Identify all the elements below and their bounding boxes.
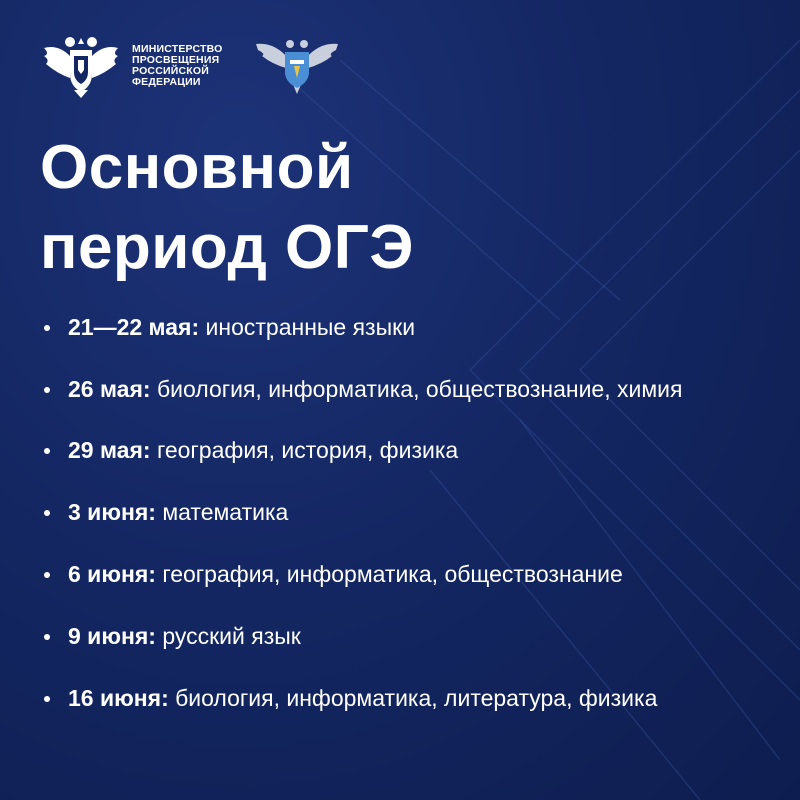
exam-subjects: русский язык xyxy=(162,623,301,649)
exam-date: 6 июня: xyxy=(68,561,156,587)
list-item xyxy=(40,497,780,527)
exam-date: 26 мая: xyxy=(68,376,151,402)
list-item xyxy=(40,435,780,465)
header xyxy=(40,34,340,98)
exam-subjects: математика xyxy=(162,499,289,525)
ministry-line-3: РОССИЙСКОЙ xyxy=(132,65,209,77)
ministry-line-4: ФЕДЕРАЦИИ xyxy=(132,76,201,88)
exam-date: 29 мая: xyxy=(68,437,151,463)
list-item xyxy=(40,374,780,404)
exam-subjects: биология, информатика, обществознание, химия xyxy=(156,376,683,402)
exam-date: 16 июня: xyxy=(68,685,169,711)
agency-logo-icon xyxy=(254,34,340,98)
ministry-line-1: МИНИСТЕРСТВО xyxy=(132,43,223,55)
bullet-icon xyxy=(44,510,50,516)
bullet-icon xyxy=(44,325,50,331)
page-title xyxy=(40,128,414,288)
exam-subjects: география, история, физика xyxy=(156,437,459,463)
bullet-icon xyxy=(44,387,50,393)
bullet-icon xyxy=(44,572,50,578)
list-item xyxy=(40,559,780,589)
list-item xyxy=(40,621,780,651)
bullet-icon xyxy=(44,696,50,702)
ministry-name xyxy=(132,44,232,88)
exam-subjects: география, информатика, обществознание xyxy=(162,561,623,587)
ministry-line-2: ПРОСВЕЩЕНИЯ xyxy=(132,54,220,66)
emblem-icon xyxy=(40,34,122,98)
bullet-icon xyxy=(44,448,50,454)
exam-subjects: биология, информатика, литература, физика xyxy=(175,685,658,711)
exam-subjects: иностранные языки xyxy=(205,314,416,340)
exam-date: 21—22 мая: xyxy=(68,314,200,340)
exam-schedule-list xyxy=(40,312,780,745)
bullet-icon xyxy=(44,634,50,640)
list-item xyxy=(40,312,780,342)
title-line-2: период ОГЭ xyxy=(40,213,415,282)
exam-date: 3 июня: xyxy=(68,499,156,525)
list-item xyxy=(40,683,780,713)
exam-date: 9 июня: xyxy=(68,623,156,649)
title-line-1: Основной xyxy=(40,133,354,202)
